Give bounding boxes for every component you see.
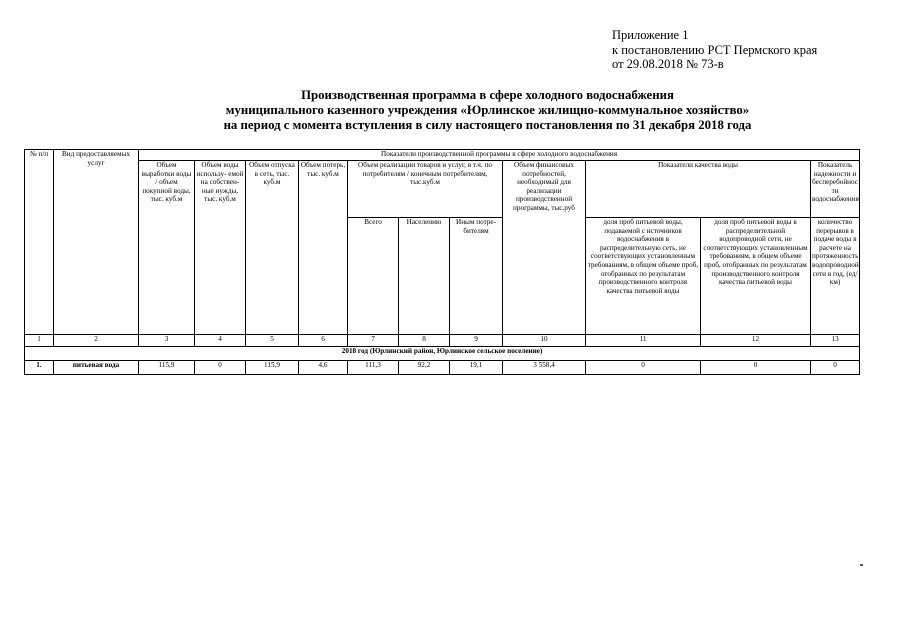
appendix-line-3: от 29.08.2018 № 73-в	[612, 57, 724, 72]
header-total: Всего	[348, 218, 399, 335]
title-line-2: муниципального казенного учреждения «Юрлинское жилищно-коммунальное хозяйство»	[225, 102, 750, 117]
scan-speck	[860, 564, 863, 566]
row-num: 1.	[25, 361, 54, 375]
column-number: 12	[701, 335, 811, 347]
row-finance: 3 558,4	[503, 361, 586, 375]
row-quality-a: 0	[586, 361, 701, 375]
header-finance: Объем финансовых потребностей, необходимый для реализации производственной программы, тыс.руб	[503, 161, 586, 335]
title-line-3: на период с момента вступления в силу настоящего постановления по 31 декабря 2018 года	[223, 117, 752, 132]
appendix-line-1: Приложение 1	[612, 28, 689, 42]
row-others: 19,1	[450, 361, 503, 375]
header-others: Иным потре- бителям	[450, 218, 503, 335]
header-realization: Объем реализации товаров и услуг, в т.ч. по потребителям / конечным потребителям, тыс.куб.м	[348, 161, 503, 218]
row-losses: 4,6	[299, 361, 348, 375]
row-service: питьевая вода	[54, 361, 139, 375]
header-reliability-sub: количество перерывов в подаче воды в расчете на протяженность водопроводной сети в год, (ед/км)	[811, 218, 860, 335]
row-quality-b: 0	[701, 361, 811, 375]
column-number: 8	[399, 335, 450, 347]
header-row-2	[25, 161, 860, 218]
row-production: 115,9	[139, 361, 195, 375]
header-quality-a: доля проб питьевой воды, подаваемой с источников водоснабжения в распределительную сеть, не соответствующих установленным требованиям, в общем объеме проб, отобранных по результатам производственного контроля качества питьевой воды	[586, 218, 701, 335]
header-production: Объем выработки воды / объем покупной воды, тыс. куб.м	[139, 161, 195, 335]
row-population: 92,2	[399, 361, 450, 375]
section-row	[25, 347, 860, 361]
header-losses: Объем потерь, тыс. куб.м	[299, 161, 348, 335]
column-number-row	[25, 335, 860, 347]
column-number: 4	[195, 335, 246, 347]
header-supply: Объем отпуска в сеть, тыс. куб.м	[246, 161, 299, 335]
column-number: 1	[25, 335, 54, 347]
column-number: 3	[139, 335, 195, 347]
header-num: № п/п	[25, 150, 54, 335]
header-own-needs: Объем воды использу- емой на собствен- ные нужды, тыс. куб.м	[195, 161, 246, 335]
document-title	[150, 88, 825, 132]
column-number: 2	[54, 335, 139, 347]
header-quality-b: доля проб питьевой воды в распределительной водопроводной сети, не соответствующих установленным требованиям, в общем объеме проб, отобранных по результатам производственного контроля качества питьевой воды	[701, 218, 811, 335]
title-line-1: Производственная программа в сфере холодного водоснабжения	[301, 88, 674, 102]
program-table	[24, 149, 860, 375]
header-population: Населению	[399, 218, 450, 335]
row-reliability: 0	[811, 361, 860, 375]
header-reliability: Показатель надежности и бесперебойнос ти водоснабжения	[811, 161, 860, 218]
table-row	[25, 361, 860, 375]
column-number: 7	[348, 335, 399, 347]
header-quality: Показатели качества воды	[586, 161, 811, 218]
appendix-line-2: к постановлению РСТ Пермского края	[612, 42, 818, 57]
column-number: 10	[503, 335, 586, 347]
row-total: 111,3	[348, 361, 399, 375]
row-own-needs: 0	[195, 361, 246, 375]
column-number: 9	[450, 335, 503, 347]
column-number: 13	[811, 335, 860, 347]
appendix-block	[612, 28, 817, 72]
section-title: 2018 год (Юрлинский район, Юрлинское сельское поселение)	[25, 347, 860, 361]
column-number: 11	[586, 335, 701, 347]
header-row-1	[25, 150, 860, 161]
column-number: 6	[299, 335, 348, 347]
row-supply: 115,9	[246, 361, 299, 375]
header-service: Вид предоставляемых услуг	[54, 150, 139, 335]
header-group: Показатели производственной программы в сфере холодного водоснабжения	[139, 150, 860, 161]
column-number: 5	[246, 335, 299, 347]
